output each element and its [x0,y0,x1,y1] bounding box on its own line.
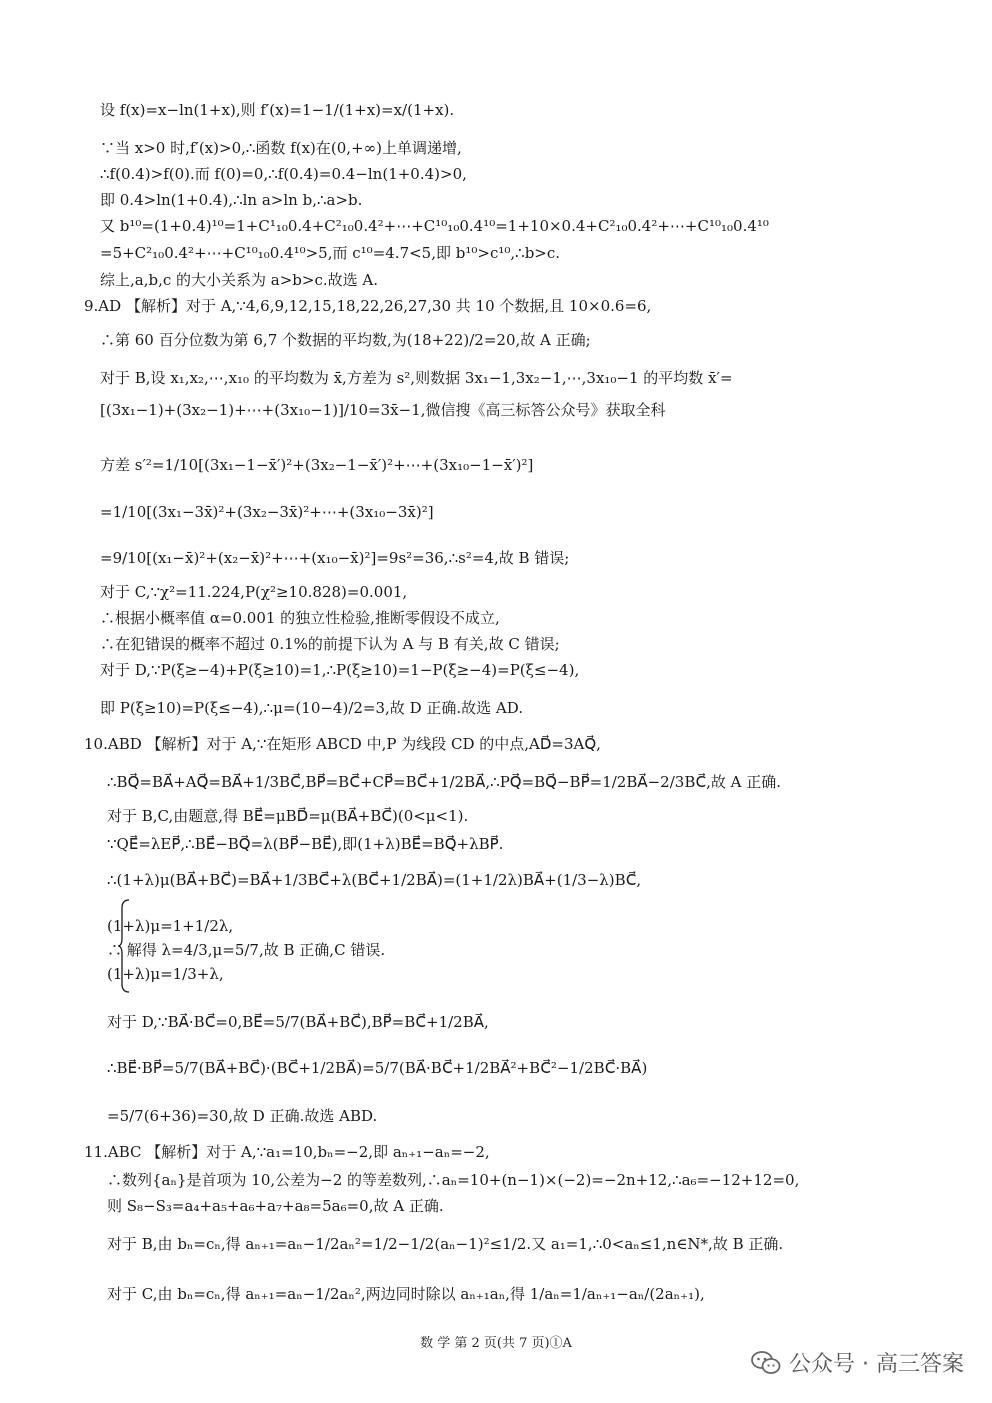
text-line: ∴第 60 百分位数为第 6,7 个数据的平均数,为(18+22)/2=20,故 A 正确; [100,331,591,349]
text-line: 设 f(x)=x−ln(1+x),则 f′(x)=1−1/(1+x)=x/(1+x). [100,101,455,119]
text-line: ∴f(0.4)>f(0).而 f(0)=0,∴f(0.4)=0.4−ln(1+0.4)>0, [100,165,467,183]
text-line: (1+λ)μ=1+1/2λ, [107,917,234,935]
text-line: ∴BQ⃗=BA⃗+AQ⃗=BA⃗+1/3BC⃗,BP⃗=BC⃗+CP⃗=BC⃗+1/2BA⃗,∴PQ⃗=BQ⃗−BP⃗=1/2BA⃗−2/3BC⃗,故 A 正确. [107,773,782,791]
text-line: 对于 B,由 bₙ=cₙ,得 aₙ₊₁=aₙ−1/2aₙ²=1/2−1/2(aₙ−1)²≤1/2.又 a₁=1,∴0<aₙ≤1,n∈N*,故 B 正确. [107,1235,784,1253]
text-line: 11.ABC 【解析】对于 A,∵a₁=10,bₙ=−2,即 aₙ₊₁−aₙ=−2, [84,1143,490,1161]
text-line: =1/10[(3x₁−3x̄)²+(3x₂−3x̄)²+⋯+(3x₁₀−3x̄)²] [100,503,434,521]
text-line: ∴ 解得 λ=4/3,μ=5/7,故 B 正确,C 错误. [107,941,386,959]
text-line: ∴根据小概率值 α=0.001 的独立性检验,推断零假设不成立, [100,609,500,627]
text-line: 10.ABD 【解析】对于 A,∵在矩形 ABCD 中,P 为线段 CD 的中点,AD⃗=3AQ⃗, [84,735,601,753]
text-line: 对于 B,C,由题意,得 BE⃗=μBD⃗=μ(BA⃗+BC⃗)(0<μ<1). [107,807,469,825]
text-line: 对于 D,∵P(ξ≥−4)+P(ξ≥10)=1,∴P(ξ≥10)=1−P(ξ≥−4)=P(ξ≤−4), [100,661,580,679]
text-line: 综上,a,b,c 的大小关系为 a>b>c.故选 A. [100,271,379,289]
system-brace [118,898,130,994]
text-line: 方差 s′²=1/10[(3x₁−1−x̄′)²+(3x₂−1−x̄′)²+⋯+(3x₁₀−1−x̄′)²] [100,456,534,474]
watermark [751,1347,964,1378]
text-line: ∴数列{aₙ}是首项为 10,公差为−2 的等差数列,∴aₙ=10+(n−1)×(−2)=−2n+12,∴a₆=−12+12=0, [107,1171,800,1189]
page-footer: 数 学 第 2 页(共 7 页)①A [420,1336,572,1351]
text-line: =9/10[(x₁−x̄)²+(x₂−x̄)²+⋯+(x₁₀−x̄)²]=9s²=36,∴s²=4,故 B 错误; [100,549,570,567]
text-line: 9.AD 【解析】对于 A,∵4,6,9,12,15,18,22,26,27,30 共 10 个数据,且 10×0.6=6, [84,297,652,315]
text-line: ∴(1+λ)μ(BA⃗+BC⃗)=BA⃗+1/3BC⃗+λ(BC⃗+1/2BA⃗)=(1+1/2λ)BA⃗+(1/3−λ)BC⃗, [107,871,642,889]
text-line: 对于 C,由 bₙ=cₙ,得 aₙ₊₁=aₙ−1/2aₙ²,两边同时除以 aₙ₊₁aₙ,得 1/aₙ=1/aₙ₊₁−aₙ/(2aₙ₊₁), [107,1285,705,1303]
text-line: 则 S₈−S₃=a₄+a₅+a₆+a₇+a₈=5a₆=0,故 A 正确. [107,1197,444,1215]
text-line: 又 b¹⁰=(1+0.4)¹⁰=1+C¹₁₀0.4+C²₁₀0.4²+⋯+C¹⁰₁₀0.4¹⁰=1+10×0.4+C²₁₀0.4²+⋯+C¹⁰₁₀0.4¹⁰ [100,217,769,235]
text-line: ∵QE⃗=λEP⃗,∴BE⃗−BQ⃗=λ(BP⃗−BE⃗),即(1+λ)BE⃗=BQ⃗+λBP⃗. [107,835,504,853]
text-line: 即 0.4>ln(1+0.4),∴ln a>ln b,∴a>b. [100,191,363,209]
text-line: =5/7(6+36)=30,故 D 正确.故选 ABD. [107,1107,378,1125]
text-line: 对于 B,设 x₁,x₂,⋯,x₁₀ 的平均数为 x̄,方差为 s²,则数据 3x₁−1,3x₂−1,⋯,3x₁₀−1 的平均数 x̄′= [100,369,733,387]
text-line: 对于 C,∵χ²=11.224,P(χ²≥10.828)=0.001, [100,583,408,601]
wechat-icon [751,1350,781,1376]
text-line: 即 P(ξ≥10)=P(ξ≤−4),∴μ=(10−4)/2=3,故 D 正确.故选 AD. [100,699,523,717]
text-line: [(3x₁−1)+(3x₂−1)+⋯+(3x₁₀−1)]/10=3x̄−1,微信搜《高三标答公众号》获取全科 [100,401,666,419]
text-line: =5+C²₁₀0.4²+⋯+C¹⁰₁₀0.4¹⁰>5,而 c¹⁰=4.7<5,即 b¹⁰>c¹⁰,∴b>c. [100,244,561,262]
text-line: (1+λ)μ=1/3+λ, [107,965,224,983]
watermark-text: 公众号 · 高三答案 [789,1352,964,1377]
text-line: ∴在犯错误的概率不超过 0.1%的前提下认为 A 与 B 有关,故 C 错误; [100,635,560,653]
text-line: ∵当 x>0 时,f′(x)>0,∴函数 f(x)在(0,+∞)上单调递增, [100,139,462,157]
text-line: ∴BE⃗·BP⃗=5/7(BA⃗+BC⃗)·(BC⃗+1/2BA⃗)=5/7(BA⃗·BC⃗+1/2BA⃗²+BC⃗²−1/2BC⃗·BA⃗) [107,1059,648,1077]
text-line: 对于 D,∵BA⃗·BC⃗=0,BE⃗=5/7(BA⃗+BC⃗),BP⃗=BC⃗+1/2BA⃗, [107,1013,489,1031]
